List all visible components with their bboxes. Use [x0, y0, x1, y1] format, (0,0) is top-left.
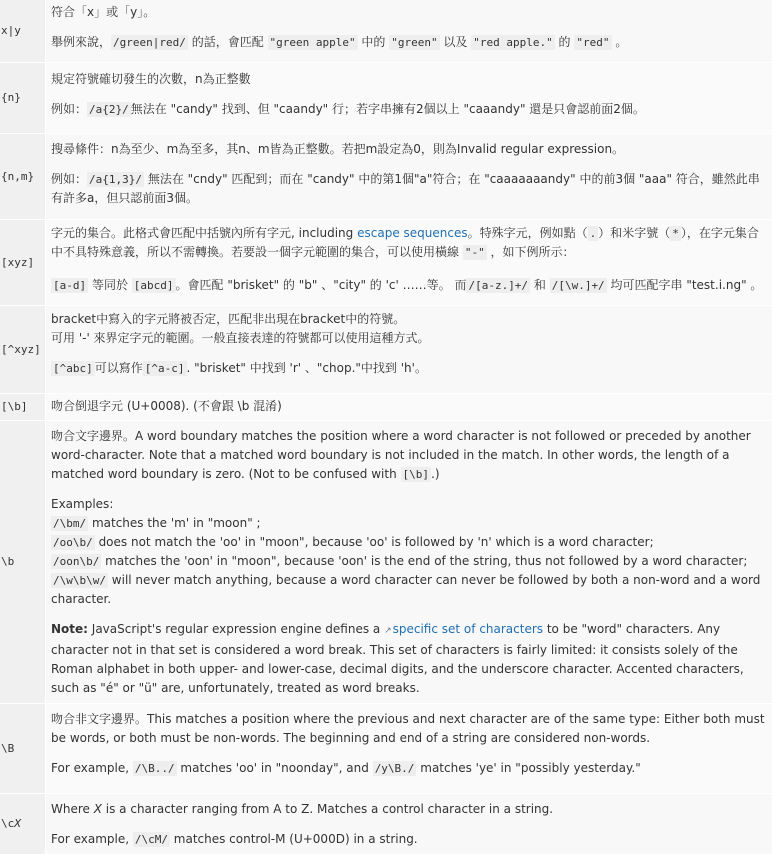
code-snippet: /\bm/ — [51, 516, 88, 531]
text: 均可匹配字串 "test.i.ng" 。 — [607, 278, 763, 292]
code-snippet: /a{2}/ — [87, 102, 131, 117]
table-row — [0, 420, 772, 703]
description-text: 搜尋條件：n為至少、m為至多，其n、m皆為正整數。若把m設定為0，則為Invalid regular expression。 — [51, 140, 768, 159]
table-row — [0, 793, 772, 854]
code-snippet: /\B../ — [133, 761, 177, 776]
note-label: Note: — [51, 622, 88, 636]
description-text — [51, 800, 768, 819]
code-snippet: "-" — [463, 245, 487, 260]
text: 可以寫作 — [95, 361, 143, 375]
example-text — [51, 359, 768, 378]
table-row — [0, 703, 772, 793]
text: matches 'oo' in "noonday", and — [177, 761, 373, 775]
code-snippet: . — [588, 226, 599, 241]
text: Where — [51, 802, 94, 816]
description-text: 符合「x」或「y」。 — [51, 3, 768, 22]
examples-title: Examples: — [51, 495, 768, 514]
example-line — [51, 514, 768, 533]
example-line — [51, 571, 768, 609]
text: 字元的集合。此格式會匹配中括號內所有字元, including — [51, 226, 357, 240]
text: matches the 'm' in "moon" ; — [88, 516, 260, 530]
code-snippet: "red" — [574, 35, 611, 50]
text: 可用 '-' 來界定字元的範圍。一般直接表達的符號都可以使用這種方式。 — [51, 329, 768, 348]
description-text — [51, 427, 768, 484]
external-link-icon: ↗ — [384, 626, 392, 636]
example-text — [51, 170, 768, 208]
examples-block — [51, 495, 768, 609]
symbol-text: \B — [1, 742, 14, 755]
text: ）和米字號（ — [598, 226, 670, 240]
code-snippet: /green|red/ — [111, 35, 188, 50]
description-cell — [46, 703, 772, 793]
example-text — [51, 759, 768, 778]
description-cell — [46, 133, 772, 219]
table-row — [0, 393, 772, 420]
text: bracket中寫入的字元將被否定，匹配非出現在bracket中的符號。 — [51, 310, 768, 329]
text: \c — [1, 817, 14, 830]
description-text: 規定符號確切發生的次數，n為正整數 — [51, 70, 768, 89]
symbol-cell — [0, 0, 46, 62]
text: 。 — [612, 35, 628, 49]
symbol-text: \b — [1, 555, 14, 568]
text: JavaScript's regular expression engine defines a — [88, 622, 384, 636]
table-row — [0, 305, 772, 393]
description-cell — [46, 219, 772, 305]
text: will never match anything, because a word character can never be followed by both a non-word and a word character. — [51, 573, 760, 606]
symbol-cell — [0, 393, 46, 420]
example-text — [51, 100, 768, 119]
code-snippet: /[\w.]+/ — [550, 278, 607, 293]
description-cell — [46, 393, 772, 420]
symbol-text: x|y — [1, 24, 21, 37]
symbol-cell — [0, 793, 46, 854]
text: For example, — [51, 832, 133, 846]
text: 以及 — [440, 35, 472, 49]
text: 例如： — [51, 102, 87, 116]
text: 無法在 "cndy" 匹配到；而在 "candy" 中的第1個"a"符合；在 "caaaaaaandy" 中的前3個 "aaa" 符合，雖然此串有許多a，但只認前面3個。 — [51, 172, 760, 205]
text: X — [14, 817, 21, 830]
example-text — [51, 276, 768, 295]
code-snippet: /oon\b/ — [51, 554, 101, 569]
code-snippet: [^a-c] — [143, 361, 187, 376]
text: 和 — [530, 278, 550, 292]
description-text — [51, 224, 768, 262]
description-cell — [46, 793, 772, 854]
description-cell — [46, 62, 772, 133]
table-row — [0, 133, 772, 219]
code-snippet: /oo\b/ — [51, 535, 95, 550]
symbol-text: [\b] — [1, 400, 28, 413]
text: ，如下例所示： — [487, 245, 575, 259]
text: .) — [431, 467, 440, 481]
description-text — [51, 310, 768, 348]
symbol-cell — [0, 133, 46, 219]
text: X — [94, 802, 102, 816]
symbol-cell — [0, 219, 46, 305]
table-row — [0, 0, 772, 62]
symbol-text: [xyz] — [1, 256, 34, 269]
code-snippet: "green" — [389, 35, 439, 50]
text: 例如： — [51, 172, 87, 186]
text: is a character ranging from A to Z. Matches a control character in a string. — [102, 802, 553, 816]
text: 等同於 — [88, 278, 132, 292]
description-cell — [46, 305, 772, 393]
text: 的 — [555, 35, 575, 49]
text: 。特殊字元，例如點（ — [468, 226, 588, 240]
text: does not match the 'oo' in "moon", because 'oo' is followed by 'n' which is a word character; — [95, 535, 654, 549]
text: matches the 'oon' in "moon", because 'oon' is the end of the string, thus not followed by a word character; — [101, 554, 747, 568]
text: matches control-M (U+000D) in a string. — [170, 832, 418, 846]
table-row — [0, 219, 772, 305]
text: matches 'ye' in "possibly yesterday." — [416, 761, 640, 775]
description-text: 吻合非文字邊界。This matches a position where the previous and next character are of the same type: Either both must be words, or both must be non-words. The beginning and end of a string are considered non-words. — [51, 710, 768, 748]
symbol-cell — [0, 703, 46, 793]
text: 無法在 "candy" 找到、但 "caandy" 行；若字串擁有2個以上 "caaandy" 還是只會認前面2個。 — [131, 102, 645, 116]
text: to be "word" characters. Any character not in that set is considered a word break. This set of characters is fairly limited: it consists solely of the Roman alphabet in both upper- and lower-case, decimal digits, and the underscore character. Accented characters, such as "é" or "ü" are, unfortunately, treated as word breaks. — [51, 622, 744, 695]
code-snippet: "red apple." — [471, 35, 554, 50]
note-text — [51, 620, 768, 698]
text: 舉例來說， — [51, 35, 111, 49]
code-snippet: [a-d] — [51, 278, 88, 293]
code-snippet: /y\B./ — [373, 761, 417, 776]
code-snippet: [^abc] — [51, 361, 95, 376]
description-cell — [46, 420, 772, 703]
code-snippet: /\cM/ — [133, 832, 170, 847]
code-snippet: * — [670, 226, 681, 241]
symbol-text: [^xyz] — [1, 343, 41, 356]
symbol-cell — [0, 305, 46, 393]
text: 的話，會匹配 — [188, 35, 268, 49]
specific-set-of-characters-link[interactable]: specific set of characters — [393, 622, 543, 636]
table-row — [0, 62, 772, 133]
symbol-cell — [0, 420, 46, 703]
code-snippet: "green apple" — [268, 35, 358, 50]
text: 中的 — [358, 35, 390, 49]
code-snippet: [\b] — [401, 467, 432, 482]
text: . "brisket" 中找到 'r' 、"chop."中找到 'h'。 — [187, 361, 427, 375]
symbol-cell — [0, 62, 46, 133]
example-line — [51, 533, 768, 552]
example-text — [51, 830, 768, 849]
code-snippet: /\w\b\w/ — [51, 573, 108, 588]
code-snippet: [abcd] — [132, 278, 176, 293]
symbol-text: {n,m} — [1, 170, 34, 183]
example-text — [51, 33, 768, 52]
text: 。會匹配 "brisket" 的 "b" 、"city" 的 'c' ……等。 而 — [176, 278, 467, 292]
text: 吻合文字邊界。A word boundary matches the position where a word character is not followed or preceded by another word-character. Note that a matched word boundary is not included in the match. In other words, the length of a matched word boundary is zero. (Not to be confused with — [51, 429, 751, 481]
description-cell — [46, 0, 772, 62]
text: For example, — [51, 761, 133, 775]
example-line — [51, 552, 768, 571]
escape-sequences-link[interactable]: escape sequences — [357, 226, 467, 240]
symbol-text: {n} — [1, 91, 21, 104]
code-snippet: /a{1,3}/ — [87, 172, 144, 187]
text: ），在字元集合中不具特殊意義，所以不需轉換。若要設一個字元範圍的集合，可以使用橫線 — [51, 226, 759, 259]
description-text: 吻合倒退字元 (U+0008). (不會跟 \b 混淆) — [51, 397, 768, 416]
code-snippet: /[a-z.]+/ — [466, 278, 530, 293]
